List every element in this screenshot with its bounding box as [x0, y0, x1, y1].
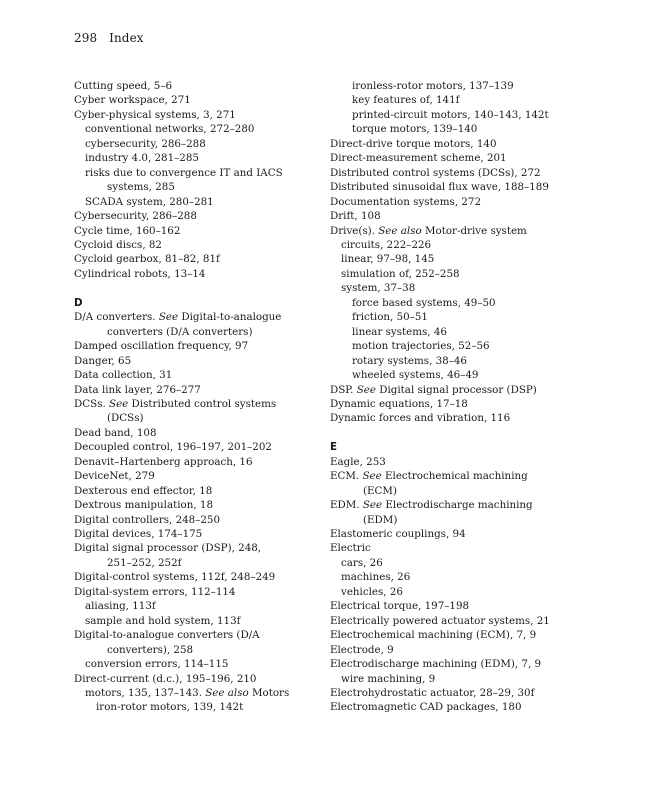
index-entry: Dexterous end effector, 18 — [74, 484, 213, 497]
section-letter: E — [330, 441, 338, 454]
index-entry: system, 37–38 — [341, 282, 416, 295]
section-gap — [330, 426, 610, 440]
index-entry: Cylindrical robots, 13–14 — [74, 267, 206, 280]
index-entry: Denavit–Hartenberg approach, 16 — [74, 455, 253, 468]
index-entry: (ECM) — [363, 484, 397, 497]
index-entry: conventional networks, 272–280 — [85, 123, 255, 136]
index-entry: D/A converters. See Digital-to-analogue — [74, 311, 282, 324]
index-entry: Eagle, 253 — [330, 455, 386, 468]
section-letter: D — [74, 296, 83, 309]
index-entry: Decoupled control, 196–197, 201–202 — [74, 441, 272, 454]
index-entry: EDM. See Electrodischarge machining — [330, 499, 533, 512]
running-header — [74, 31, 144, 45]
index-entry: DSP. See Digital signal processor (DSP) — [330, 383, 537, 396]
index-entry: Digital controllers, 248–250 — [74, 513, 221, 526]
section-gap — [74, 281, 336, 295]
index-entry: cars, 26 — [341, 556, 383, 569]
index-entry: Electromagnetic CAD packages, 180 — [330, 701, 522, 714]
index-entry: Digital-control systems, 112f, 248–249 — [74, 571, 276, 584]
index-entry: circuits, 222–226 — [341, 238, 432, 251]
index-entry: conversion errors, 114–115 — [85, 658, 229, 671]
index-entry: Distributed sinusoidal flux wave, 188–189 — [330, 181, 549, 194]
index-entry: Electrochemical machining (ECM), 7, 9 — [330, 629, 537, 642]
index-entry: Electrically powered actuator systems, 21 — [330, 614, 550, 627]
index-column-left — [74, 79, 336, 715]
index-entry: Dynamic equations, 17–18 — [330, 397, 468, 410]
index-entry: Electrical torque, 197–198 — [330, 600, 470, 613]
index-entry: DeviceNet, 279 — [74, 470, 155, 483]
index-entry: simulation of, 252–258 — [341, 267, 460, 280]
index-entry: cybersecurity, 286–288 — [85, 137, 206, 150]
index-entry: Direct-measurement scheme, 201 — [330, 152, 507, 165]
index-entry: Digital-to-analogue converters (D/A — [74, 629, 260, 642]
index-entry: Dynamic forces and vibration, 116 — [330, 412, 511, 425]
index-entry: converters), 258 — [107, 643, 194, 656]
index-entry: torque motors, 139–140 — [352, 123, 478, 136]
index-entry: sample and hold system, 113f — [85, 614, 241, 627]
index-entry: Cyber workspace, 271 — [74, 94, 191, 107]
index-entry: Electrohydrostatic actuator, 28–29, 30f — [330, 687, 535, 700]
index-entry: Digital-system errors, 112–114 — [74, 585, 236, 598]
index-entry: Digital signal processor (DSP), 248, — [74, 542, 262, 555]
index-entry: Direct-current (d.c.), 195–196, 210 — [74, 672, 257, 685]
index-entry: motion trajectories, 52–56 — [352, 340, 490, 353]
index-entry: Cyber-physical systems, 3, 271 — [74, 108, 236, 121]
index-entry: Direct-drive torque motors, 140 — [330, 137, 497, 150]
index-entry: Cutting speed, 5–6 — [74, 80, 173, 92]
page-number: 298 — [74, 31, 98, 45]
index-entry: risks due to convergence IT and IACS — [85, 166, 283, 179]
index-entry: linear systems, 46 — [352, 325, 447, 338]
index-entry: wheeled systems, 46–49 — [352, 369, 479, 382]
index-entry: friction, 50–51 — [352, 311, 428, 324]
index-entry: converters (D/A converters) — [107, 325, 253, 338]
index-entry: Distributed control systems (DCSs), 272 — [330, 166, 541, 179]
header-title: Index — [109, 31, 144, 45]
index-entry: wire machining, 9 — [341, 672, 436, 685]
index-entry: ironless-rotor motors, 137–139 — [352, 80, 514, 92]
index-entry: SCADA system, 280–281 — [85, 195, 214, 208]
index-entry: Cycloid discs, 82 — [74, 238, 162, 251]
index-entry: Electric — [330, 542, 371, 555]
index-entry: Dextrous manipulation, 18 — [74, 499, 213, 512]
index-column-right — [330, 79, 610, 715]
index-entry: force based systems, 49–50 — [352, 296, 496, 309]
index-entry: Documentation systems, 272 — [330, 195, 482, 208]
index-entry: 251–252, 252f — [107, 556, 182, 569]
index-entry: aliasing, 113f — [85, 600, 156, 613]
index-entry: DCSs. See Distributed control systems — [74, 397, 277, 410]
index-entry: Dead band, 108 — [74, 426, 157, 439]
index-entry: Cycle time, 160–162 — [74, 224, 181, 237]
index-entry: ECM. See Electrochemical machining — [330, 470, 528, 483]
index-entry: systems, 285 — [107, 181, 175, 194]
index-entry: Damped oscillation frequency, 97 — [74, 340, 249, 353]
index-entry: (DCSs) — [107, 412, 144, 425]
index-entry: Elastomeric couplings, 94 — [330, 528, 466, 541]
index-entry: Data link layer, 276–277 — [74, 383, 201, 396]
index-entry: Cycloid gearbox, 81–82, 81f — [74, 253, 220, 266]
index-entry: key features of, 141f — [352, 94, 460, 107]
index-entry: machines, 26 — [341, 571, 411, 584]
index-entry: linear, 97–98, 145 — [341, 253, 435, 266]
index-entry: Electrodischarge machining (EDM), 7, 9 — [330, 658, 542, 671]
index-entry: Drive(s). See also Motor-drive system — [330, 224, 527, 237]
index-entry: Electrode, 9 — [330, 643, 394, 656]
index-entry: (EDM) — [363, 513, 398, 526]
index-entry: printed-circuit motors, 140–143, 142t — [352, 108, 549, 121]
index-entry: rotary systems, 38–46 — [352, 354, 467, 367]
index-entry: vehicles, 26 — [341, 585, 403, 598]
index-entry: Cybersecurity, 286–288 — [74, 210, 197, 223]
index-entry: industry 4.0, 281–285 — [85, 152, 199, 165]
index-entry: Danger, 65 — [74, 354, 132, 367]
index-entry: Digital devices, 174–175 — [74, 528, 203, 541]
index-entry: iron-rotor motors, 139, 142t — [96, 701, 244, 714]
index-entry: motors, 135, 137–143. See also Motors — [85, 687, 290, 700]
index-entry: Drift, 108 — [330, 210, 381, 223]
index-entry: Data collection, 31 — [74, 369, 173, 382]
